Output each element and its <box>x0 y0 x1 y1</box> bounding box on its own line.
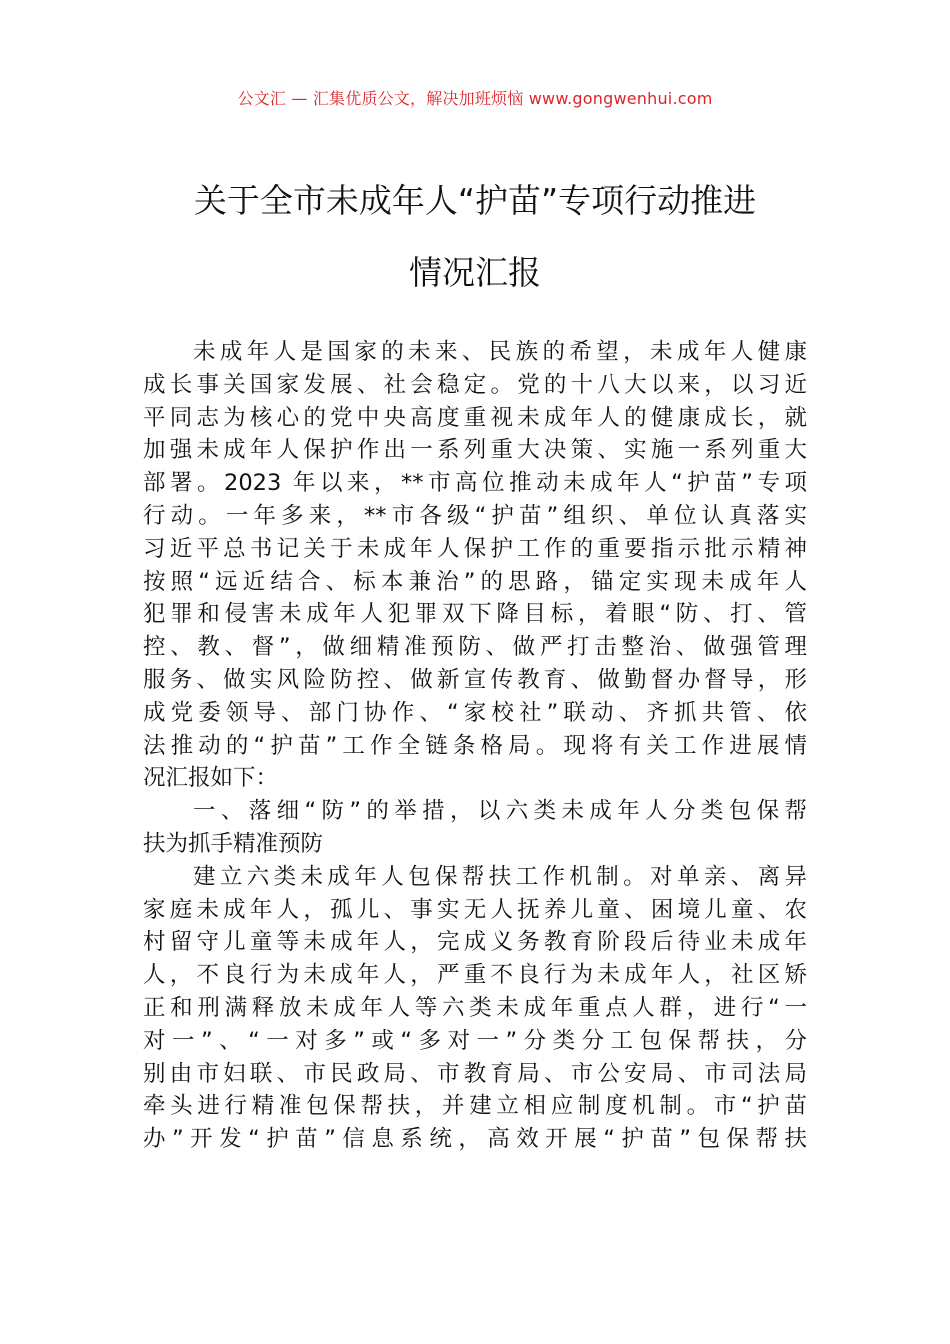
body-line: 正和刑满释放未成年人等六类未成年重点人群，进行“一 <box>143 994 807 1021</box>
body-line: 未成年人是国家的未来、民族的希望，未成年人健康 <box>193 339 807 365</box>
body-line: 办”开发“护苗”信息系统，高效开展“护苗”包保帮扶 <box>143 1126 807 1153</box>
body-line: 成党委领导、部门协作、“家校社”联动、齐抓共管、依 <box>143 699 807 726</box>
body-line: 村留守儿童等未成年人，完成义务教育阶段后待业未成年 <box>143 929 807 956</box>
body-line: 控、教、督”，做细精准预防、做严打击整治、做强管理 <box>143 634 807 661</box>
body-line: 况汇报如下： <box>143 765 279 792</box>
document-body <box>143 336 807 1156</box>
body-line: 建立六类未成年人包保帮扶工作机制。对单亲、离异 <box>193 863 807 890</box>
body-line: 家庭未成年人，孤儿、事实无人抚养儿童、困境儿童、农 <box>143 896 807 923</box>
body-line: 平同志为核心的党中央高度重视未成年人的健康成长，就 <box>143 404 807 431</box>
body-line: 按照“远近结合、标本兼治”的思路，锚定实现未成年人 <box>143 568 807 595</box>
document-title-line-1: 关于全市未成年人“护苗”专项行动推进 <box>193 181 757 220</box>
body-line: 人，不良行为未成年人，严重不良行为未成年人，社区矫 <box>143 962 807 989</box>
body-line: 犯罪和侵害未成年人犯罪双下降目标，着眼“防、打、管 <box>143 601 807 628</box>
body-line: 习近平总书记关于未成年人保护工作的重要指示批示精神 <box>143 535 807 562</box>
body-line: 加强未成年人保护作出一系列重大决策、实施一系列重大 <box>143 437 807 464</box>
body-line: 服务、做实风险防控、做新宣传教育、做勤督办督导，形 <box>143 666 807 693</box>
body-line: 牵头进行精准包保帮扶，并建立相应制度机制。市“护苗 <box>143 1093 807 1120</box>
document-title-line-2: 情况汇报 <box>409 253 541 292</box>
section-heading-line: 一、落细“防”的举措，以六类未成年人分类包保帮 <box>193 798 807 825</box>
watermark-header: 公文汇 — 汇集优质公文，解决加班烦恼 www.gongwenhui.com <box>237 89 713 108</box>
body-line: 部署。2023 年以来，**市高位推动未成年人“护苗”专项 <box>143 470 807 497</box>
body-line: 对一”、“一对多”或“多对一”分类分工包保帮扶，分 <box>143 1027 807 1054</box>
body-line: 法推动的“护苗”工作全链条格局。现将有关工作进展情 <box>143 732 807 759</box>
body-line: 成长事关国家发展、社会稳定。党的十八大以来，以习近 <box>143 371 807 398</box>
section-heading-line: 扶为抓手精准预防 <box>143 830 324 857</box>
body-line: 行动。一年多来，**市各级“护苗”组织、单位认真落实 <box>143 502 807 529</box>
body-line: 别由市妇联、市民政局、市教育局、市公安局、市司法局 <box>143 1060 807 1087</box>
